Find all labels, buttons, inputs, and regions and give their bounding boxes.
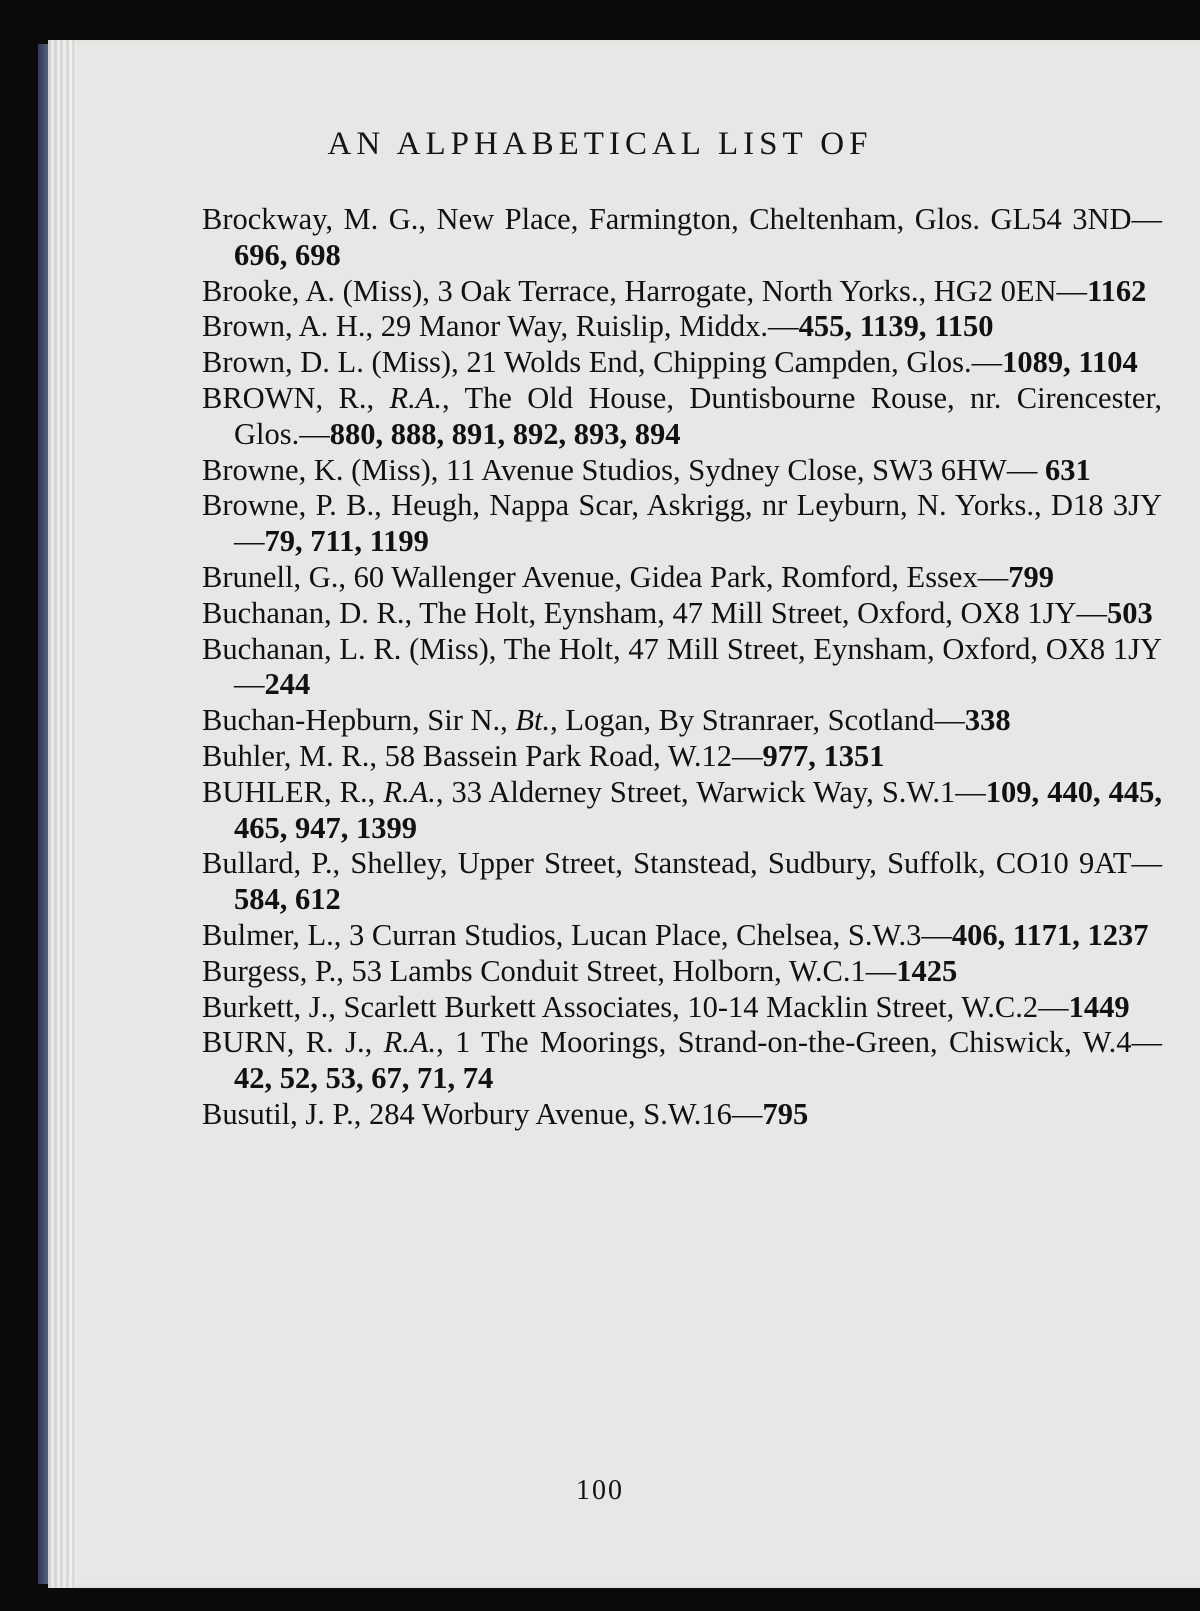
entry-initials: , A. H., — [285, 309, 381, 344]
entry-initials: , A. (Miss), — [291, 273, 438, 308]
entry-name: Buhler — [202, 738, 284, 773]
entry-initials: , R., — [324, 774, 384, 809]
entry-catalogue-numbers: 338 — [964, 703, 1011, 738]
list-item — [202, 1025, 1162, 1097]
list-item — [202, 703, 1162, 739]
entry-catalogue-numbers: 584, 612 — [234, 882, 341, 917]
entry-initials: , D. L. (Miss), — [285, 345, 467, 380]
entry-name: Busutil — [202, 1096, 291, 1131]
entry-name: BROWN — [202, 380, 316, 415]
list-item — [202, 309, 1162, 345]
entry-catalogue-numbers: 1425 — [896, 953, 958, 988]
entry-name: Brunell — [202, 559, 294, 594]
entry-address: , The Old House, Duntisbourne Rouse, nr. Cirencester, Glos.— — [234, 380, 1163, 451]
entry-name: Bulmer — [202, 917, 293, 952]
entry-initials: , L. R. (Miss), — [323, 631, 504, 666]
entry-address: 58 Bassein Park Road, W.12— — [384, 738, 763, 773]
list-item — [202, 274, 1162, 310]
entry-name: Burkett — [202, 989, 294, 1024]
entry-catalogue-numbers: 795 — [762, 1096, 809, 1131]
entry-initials: , J., — [293, 989, 344, 1024]
list-item — [202, 846, 1162, 918]
list-item — [202, 488, 1162, 560]
entry-catalogue-numbers: 799 — [1008, 559, 1054, 594]
list-item — [202, 345, 1162, 381]
entry-catalogue-numbers: 79, 711, 1199 — [264, 524, 429, 559]
entry-catalogue-numbers: 1449 — [1068, 989, 1130, 1024]
list-item — [202, 596, 1162, 632]
entry-catalogue-numbers: 977, 1351 — [762, 738, 885, 773]
entry-name: Buchanan — [202, 595, 324, 630]
entry-address: , 33 Alderney Street, Warwick Way, S.W.1— — [435, 774, 986, 809]
entry-address: Heugh, Nappa Scar, Askrigg, nr Leyburn, N. Yorks., D18 3JY— — [234, 488, 1162, 559]
entry-catalogue-numbers: 631 — [1044, 452, 1091, 487]
entry-initials: , M. G., — [325, 202, 437, 236]
entry-address: 3 Curran Studios, Lucan Place, Chelsea, S.W.3— — [349, 917, 952, 952]
entry-address: 60 Wallenger Avenue, Gidea Park, Romford, Essex— — [353, 559, 1009, 594]
entry-initials: , P., — [299, 953, 352, 988]
entry-initials: , J. P., — [290, 1096, 369, 1131]
entry-initials: , Sir N., — [412, 703, 516, 738]
list-item — [202, 381, 1162, 453]
entry-initials: , P., — [293, 846, 351, 881]
list-item — [202, 453, 1162, 489]
entry-name: Buchanan — [202, 631, 324, 666]
artist-list — [202, 202, 1162, 1133]
entry-address: 3 Oak Terrace, Harrogate, North Yorks., HG2 0EN— — [437, 273, 1088, 308]
entry-initials: , R., — [315, 380, 390, 415]
entry-catalogue-numbers: 109, 440, 445, 465, 947, 1399 — [234, 774, 1163, 845]
entry-catalogue-numbers: 880, 888, 891, 892, 893, 894 — [329, 416, 681, 451]
entry-name: Brockway — [202, 202, 326, 236]
entry-catalogue-numbers: 696, 698 — [234, 237, 341, 272]
entry-catalogue-numbers: 1089, 1104 — [1002, 345, 1138, 380]
entry-address: 29 Manor Way, Ruislip, Middx.— — [380, 309, 799, 344]
list-item — [202, 560, 1162, 596]
entry-address: Shelley, Upper Street, Stanstead, Sudbury, Suffolk, CO10 9AT— — [350, 846, 1162, 881]
entry-honour: R.A. — [389, 380, 443, 415]
entry-initials: , D. R., — [323, 595, 420, 630]
entry-name: Burgess — [202, 953, 300, 988]
entry-address: The Holt, Eynsham, 47 Mill Street, Oxford, OX8 1JY— — [419, 595, 1108, 630]
entry-honour: R.A. — [383, 1025, 437, 1060]
entry-initials: , M. R., — [283, 738, 385, 773]
entry-address: The Holt, 47 Mill Street, Eynsham, Oxford, OX8 1JY— — [234, 631, 1163, 702]
entry-initials: , R. J., — [286, 1025, 384, 1060]
list-item — [202, 918, 1162, 954]
entry-address: Scarlett Burkett Associates, 10-14 Macklin Street, W.C.2— — [343, 989, 1069, 1024]
entry-address: 53 Lambs Conduit Street, Holborn, W.C.1— — [351, 953, 897, 988]
entry-catalogue-numbers: 1162 — [1087, 273, 1147, 308]
page-edges — [48, 40, 76, 1588]
entry-catalogue-numbers: 244 — [264, 667, 311, 702]
entry-address: , 1 The Moorings, Strand-on-the-Green, Chiswick, W.4— — [436, 1025, 1162, 1060]
list-item — [202, 990, 1162, 1026]
entry-name: Browne — [202, 488, 299, 523]
list-item — [202, 1097, 1162, 1133]
entry-catalogue-numbers: 406, 1171, 1237 — [951, 917, 1149, 952]
entry-honour: Bt. — [515, 703, 551, 738]
entry-initials: , G., — [293, 559, 354, 594]
entry-address: 284 Worbury Avenue, S.W.16— — [368, 1096, 763, 1131]
entry-initials: , K. (Miss), — [298, 452, 446, 487]
entry-name: Brooke — [202, 273, 292, 308]
page-number: 100 — [576, 1475, 624, 1506]
entry-address: New Place, Farmington, Cheltenham, Glos. GL54 3ND— — [436, 202, 1162, 236]
entry-catalogue-numbers: 42, 52, 53, 67, 71, 74 — [234, 1061, 494, 1096]
entry-name: Bullard — [202, 846, 294, 881]
entry-name: BURN — [202, 1025, 287, 1060]
list-item — [202, 202, 1162, 274]
entry-address: 21 Wolds End, Chipping Campden, Glos.— — [466, 345, 1003, 380]
entry-catalogue-numbers: 455, 1139, 1150 — [798, 309, 994, 344]
entry-catalogue-numbers: 503 — [1107, 595, 1153, 630]
entry-name: Buchan-Hepburn — [202, 703, 413, 738]
entry-name: BUHLER — [202, 774, 324, 809]
entry-initials: , P. B., — [298, 488, 392, 523]
list-item — [202, 954, 1162, 990]
list-item — [202, 775, 1162, 847]
entry-name: Brown — [202, 309, 286, 344]
entry-honour: R.A. — [383, 774, 436, 809]
entry-address: 11 Avenue Studios, Sydney Close, SW3 6HW— — [446, 452, 1045, 487]
entry-address: , Logan, By Stranraer, Scotland— — [550, 703, 965, 738]
entry-name: Browne — [202, 452, 299, 487]
page-heading: AN ALPHABETICAL LIST OF — [327, 126, 873, 162]
entry-initials: , L., — [292, 917, 350, 952]
list-item — [202, 739, 1162, 775]
list-item — [202, 632, 1162, 704]
entry-name: Brown — [202, 345, 286, 380]
